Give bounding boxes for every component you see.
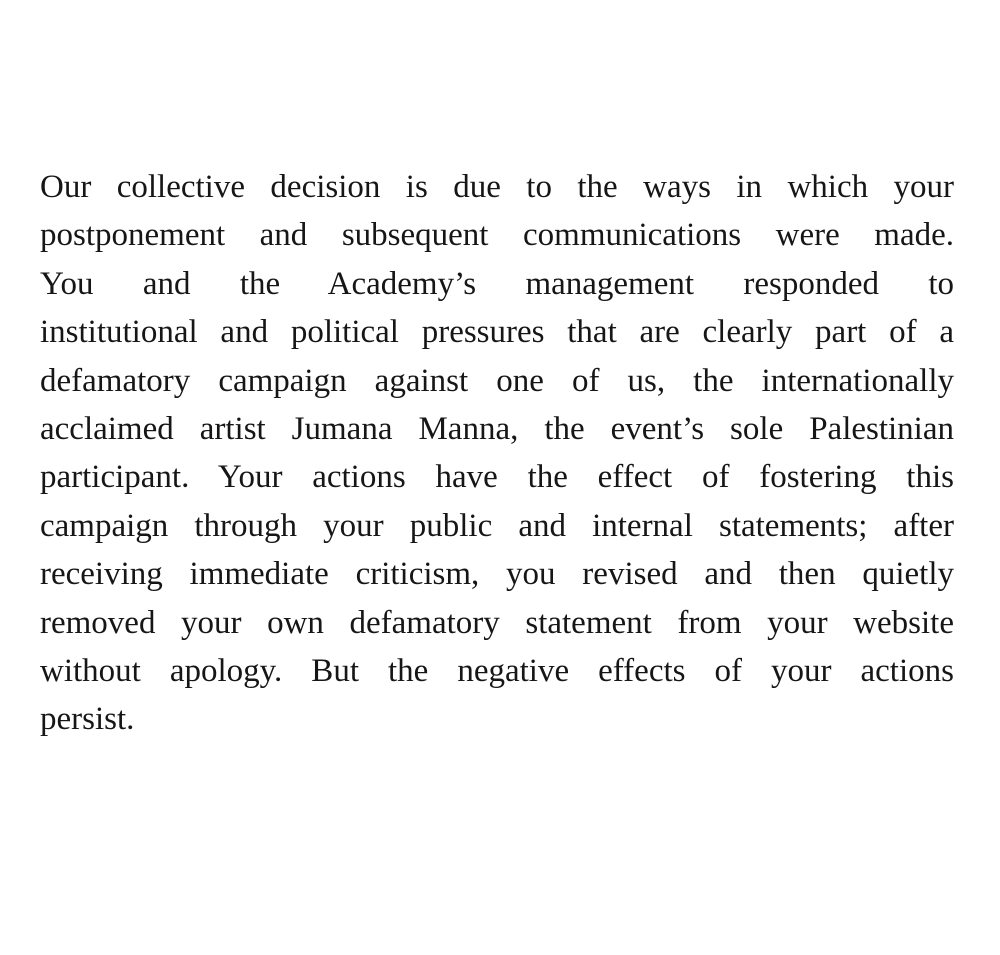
paragraph-line: defamatory campaign against one of us, the internationally	[40, 362, 954, 399]
paragraph-line: You and the Academy’s management responded to	[40, 265, 954, 302]
paragraph-line: receiving immediate criticism, you revised and then quietly	[40, 556, 954, 593]
paragraph-line: institutional and political pressures that are clearly part of a	[40, 314, 954, 351]
paragraph-line: Our collective decision is due to the ways in which your	[40, 169, 954, 205]
paragraph-line: persist.	[40, 701, 135, 738]
statement-paragraph	[40, 163, 954, 744]
paragraph-line: postponement and subsequent communications were made.	[40, 217, 954, 254]
paragraph-line: participant. Your actions have the effect of fostering this	[40, 459, 954, 496]
paragraph-line: acclaimed artist Jumana Manna, the event’s sole Palestinian	[40, 411, 954, 448]
paragraph-line: removed your own defamatory statement from your website	[40, 604, 954, 641]
paragraph-line: without apology. But the negative effects of your actions	[40, 653, 954, 690]
paragraph-line: campaign through your public and internal statements; after	[40, 507, 954, 544]
